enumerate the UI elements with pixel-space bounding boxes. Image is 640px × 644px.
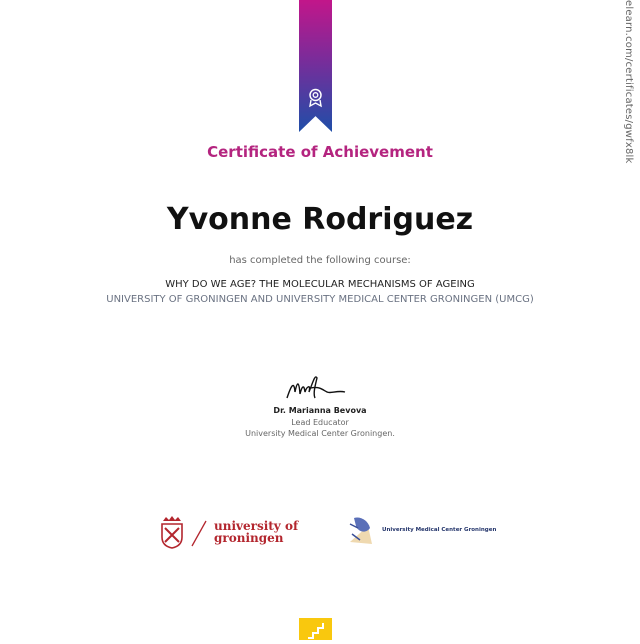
signatory-organization: University Medical Center Groningen.	[245, 429, 395, 438]
umcg-logo	[346, 514, 496, 546]
certificate-url: elearn.com/certificates/gwfx8lk	[623, 0, 634, 164]
signature	[285, 372, 347, 402]
award-icon	[307, 88, 324, 108]
steps-icon	[299, 618, 332, 640]
course-title: WHY DO WE AGE? THE MOLECULAR MECHANISMS OF AGEING	[165, 279, 475, 290]
signatory-name: Dr. Marianna Bevova	[273, 406, 367, 415]
signatory-role: Lead Educator	[291, 418, 349, 427]
rug-line1: university of	[214, 519, 299, 533]
university-of-groningen-logo	[160, 515, 298, 549]
umcg-name: University Medical Center Groningen	[382, 527, 497, 533]
crest-icon	[160, 515, 184, 549]
certificate-title: Certificate of Achievement	[207, 143, 433, 161]
slash-divider	[190, 517, 208, 547]
futurelearn-logo	[299, 618, 332, 640]
certificate-ribbon	[299, 0, 332, 132]
frog-icon	[346, 514, 376, 546]
completed-text: has completed the following course:	[229, 255, 411, 266]
rug-line2: groningen	[214, 531, 284, 545]
recipient-name: Yvonne Rodriguez	[166, 202, 474, 237]
course-organization: UNIVERSITY OF GRONINGEN AND UNIVERSITY MEDICAL CENTER GRONINGEN (UMCG)	[106, 294, 534, 305]
